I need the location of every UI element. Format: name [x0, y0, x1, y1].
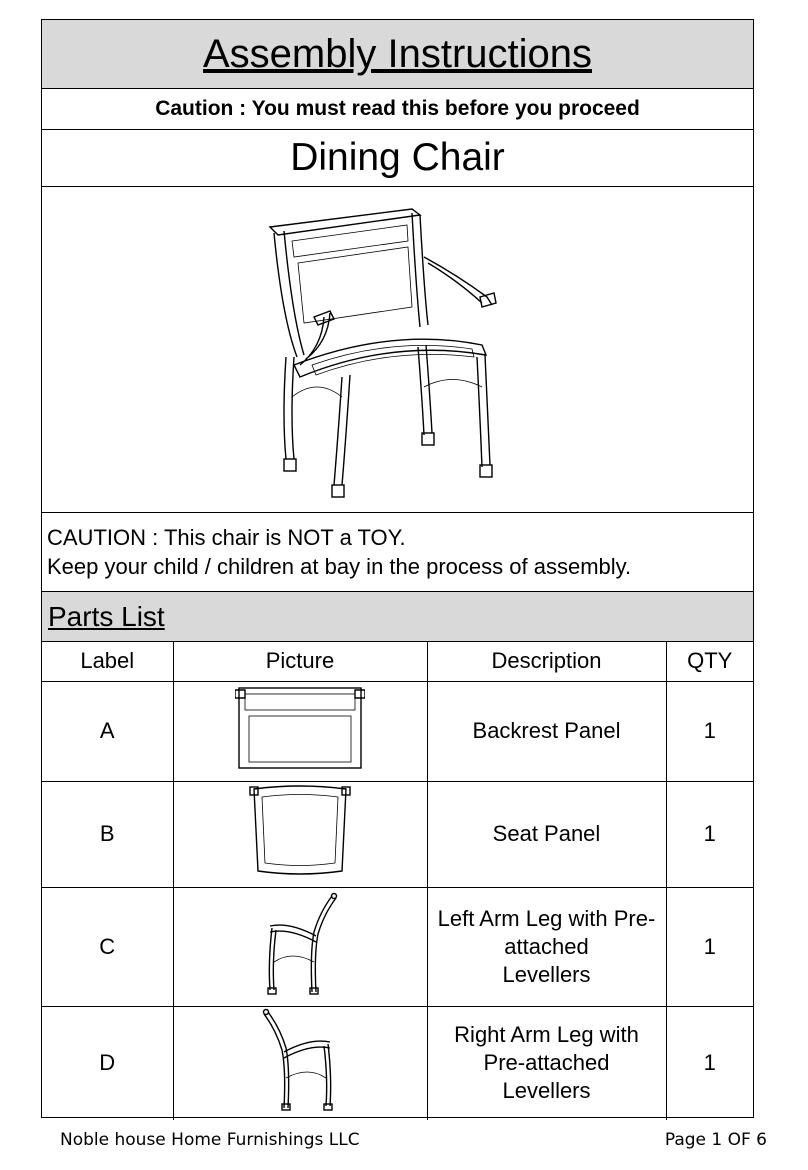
backrest-panel-icon [235, 686, 365, 770]
part-picture [173, 781, 427, 887]
header-qty: QTY [666, 642, 753, 681]
part-picture [173, 681, 427, 781]
part-picture [173, 887, 427, 1006]
part-label: D [42, 1006, 173, 1120]
part-label: B [42, 781, 173, 887]
part-qty: 1 [666, 887, 753, 1006]
seat-panel-icon [248, 785, 352, 877]
part-qty: 1 [666, 1006, 753, 1120]
header-description: Description [427, 642, 666, 681]
table-row [42, 887, 753, 1006]
right-arm-leg-icon [260, 1008, 340, 1112]
page-title: Assembly Instructions [42, 20, 753, 89]
left-arm-leg-icon [260, 892, 340, 996]
footer-company: Noble house Home Furnishings LLC [60, 1130, 360, 1150]
part-qty: 1 [666, 781, 753, 887]
part-description: Backrest Panel [427, 681, 666, 781]
chair-illustration-panel [42, 187, 753, 513]
parts-table [42, 642, 753, 1120]
warning-line-1: CAUTION : This chair is NOT a TOY. [47, 525, 406, 550]
table-row [42, 781, 753, 887]
part-picture [173, 1006, 427, 1120]
header-picture: Picture [173, 642, 427, 681]
table-row [42, 681, 753, 781]
header-label: Label [42, 642, 173, 681]
part-description-line: Levellers [502, 1078, 591, 1104]
caution-banner: Caution : You must read this before you proceed [42, 89, 753, 130]
part-description-line: Levellers [502, 961, 591, 987]
part-description [427, 887, 666, 1006]
footer-page-number: Page 1 OF 6 [664, 1130, 767, 1150]
table-row [42, 1006, 753, 1120]
part-description: Seat Panel [427, 781, 666, 887]
part-qty: 1 [666, 681, 753, 781]
warning-line-2: Keep your child / children at bay in the process of assembly. [47, 554, 632, 579]
part-label: A [42, 681, 173, 781]
part-description-line: Pre-attached [483, 1050, 610, 1076]
parts-list-heading: Parts List [42, 592, 753, 642]
parts-table-header [42, 642, 753, 681]
part-description-line: Right Arm Leg with [454, 1022, 639, 1048]
part-label: C [42, 887, 173, 1006]
part-description-line: Left Arm Leg with Pre- [437, 905, 656, 931]
part-description [427, 1006, 666, 1120]
instruction-sheet [41, 19, 754, 1118]
part-description-line: attached [504, 933, 589, 959]
dining-chair-illustration [242, 197, 542, 507]
child-safety-warning [42, 513, 753, 592]
product-name: Dining Chair [42, 130, 753, 187]
